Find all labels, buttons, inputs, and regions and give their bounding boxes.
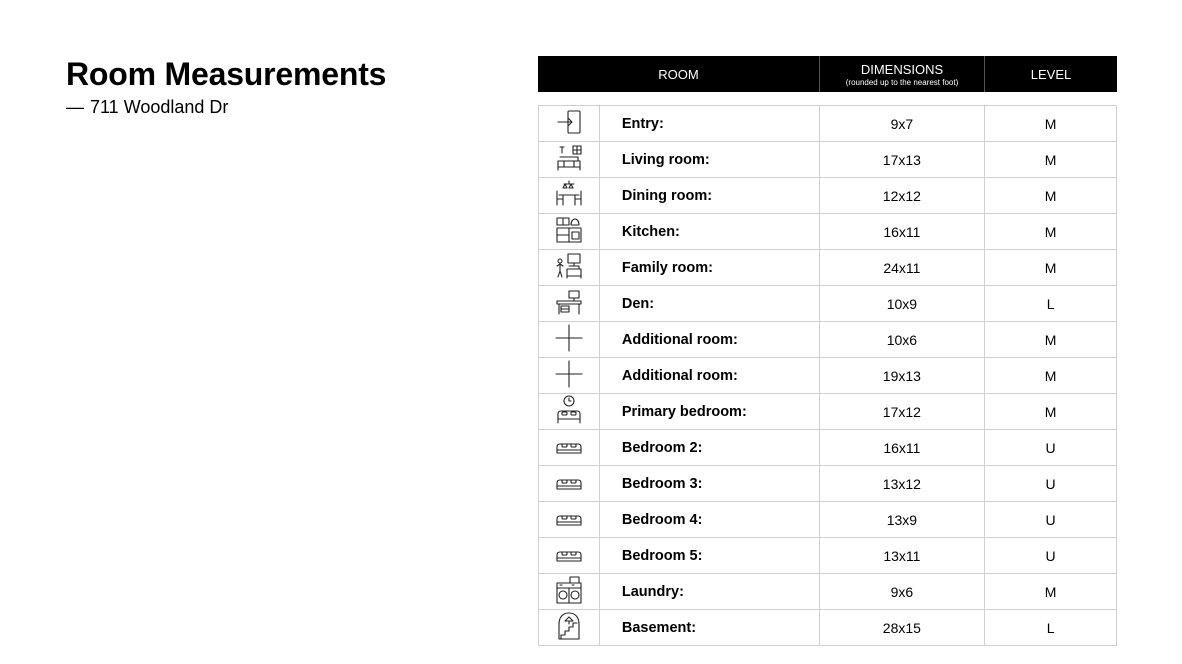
room-name-cell: Bedroom 2: xyxy=(600,430,820,465)
room-icon-cell xyxy=(539,178,600,213)
room-icon-cell xyxy=(539,286,600,321)
laundry-icon xyxy=(554,575,584,608)
column-header-dimensions-label: DIMENSIONS xyxy=(860,61,944,77)
room-dimensions-cell: 12x12 xyxy=(820,178,986,213)
plus-icon xyxy=(554,359,584,392)
room-icon-cell xyxy=(539,574,600,609)
room-dimensions-cell: 24x11 xyxy=(820,250,986,285)
column-header-dimensions xyxy=(820,56,985,92)
room-name-cell: Additional room: xyxy=(600,358,820,393)
basement-stairs-icon xyxy=(554,611,584,644)
column-header-room-label: ROOM xyxy=(658,66,699,82)
table-row xyxy=(539,250,1117,286)
room-level-cell: M xyxy=(985,106,1117,141)
room-dimensions-cell: 17x12 xyxy=(820,394,986,429)
column-header-room xyxy=(538,56,820,92)
address-text: 711 Woodland Dr xyxy=(90,97,229,117)
room-dimensions-cell: 10x9 xyxy=(820,286,986,321)
table-body xyxy=(538,105,1117,646)
room-name-cell: Additional room: xyxy=(600,322,820,357)
room-level-cell: U xyxy=(985,502,1117,537)
room-icon-cell xyxy=(539,394,600,429)
table-header xyxy=(538,56,1117,92)
room-level-cell: L xyxy=(985,286,1117,321)
room-dimensions-cell: 10x6 xyxy=(820,322,986,357)
room-dimensions-cell: 17x13 xyxy=(820,142,986,177)
room-level-cell: M xyxy=(985,358,1117,393)
room-name-cell: Family room: xyxy=(600,250,820,285)
bed-icon xyxy=(554,503,584,536)
room-name-cell: Living room: xyxy=(600,142,820,177)
table-row xyxy=(539,430,1117,466)
room-dimensions-cell: 9x6 xyxy=(820,574,986,609)
table-row xyxy=(539,214,1117,250)
room-level-cell: U xyxy=(985,466,1117,501)
table-row xyxy=(539,142,1117,178)
column-header-dimensions-note: (rounded up to the nearest foot) xyxy=(845,77,959,87)
room-measurements-table xyxy=(538,56,1117,646)
room-level-cell: U xyxy=(985,538,1117,573)
plus-icon xyxy=(554,323,584,356)
room-icon-cell xyxy=(539,106,600,141)
room-name-cell: Basement: xyxy=(600,610,820,645)
room-dimensions-cell: 9x7 xyxy=(820,106,986,141)
table-row xyxy=(539,574,1117,610)
room-icon-cell xyxy=(539,466,600,501)
column-header-level xyxy=(985,56,1117,92)
room-name-cell: Bedroom 3: xyxy=(600,466,820,501)
room-icon-cell xyxy=(539,610,600,645)
table-row xyxy=(539,286,1117,322)
table-row xyxy=(539,538,1117,574)
table-row xyxy=(539,466,1117,502)
room-level-cell: M xyxy=(985,142,1117,177)
table-row xyxy=(539,394,1117,430)
room-name-cell: Primary bedroom: xyxy=(600,394,820,429)
room-level-cell: L xyxy=(985,610,1117,645)
room-level-cell: M xyxy=(985,250,1117,285)
address-dash: — xyxy=(66,97,84,117)
room-level-cell: M xyxy=(985,574,1117,609)
title-block xyxy=(66,54,386,118)
room-icon-cell xyxy=(539,250,600,285)
room-icon-cell xyxy=(539,142,600,177)
room-icon-cell xyxy=(539,358,600,393)
room-dimensions-cell: 13x12 xyxy=(820,466,986,501)
room-level-cell: M xyxy=(985,178,1117,213)
table-row xyxy=(539,322,1117,358)
room-level-cell: M xyxy=(985,322,1117,357)
room-icon-cell xyxy=(539,214,600,249)
room-icon-cell xyxy=(539,502,600,537)
room-name-cell: Dining room: xyxy=(600,178,820,213)
room-name-cell: Laundry: xyxy=(600,574,820,609)
room-dimensions-cell: 13x9 xyxy=(820,502,986,537)
family-room-icon xyxy=(554,251,584,284)
table-row xyxy=(539,358,1117,394)
room-dimensions-cell: 16x11 xyxy=(820,214,986,249)
table-row xyxy=(539,106,1117,142)
room-name-cell: Bedroom 4: xyxy=(600,502,820,537)
room-name-cell: Bedroom 5: xyxy=(600,538,820,573)
table-row xyxy=(539,178,1117,214)
room-dimensions-cell: 19x13 xyxy=(820,358,986,393)
entry-door-icon xyxy=(554,107,584,140)
table-row xyxy=(539,610,1117,646)
room-name-cell: Entry: xyxy=(600,106,820,141)
room-dimensions-cell: 28x15 xyxy=(820,610,986,645)
bed-clock-icon xyxy=(554,395,584,428)
property-address xyxy=(66,96,386,118)
room-level-cell: M xyxy=(985,214,1117,249)
kitchen-icon xyxy=(554,215,584,248)
bed-icon xyxy=(554,539,584,572)
room-dimensions-cell: 13x11 xyxy=(820,538,986,573)
table-row xyxy=(539,502,1117,538)
room-icon-cell xyxy=(539,322,600,357)
room-name-cell: Den: xyxy=(600,286,820,321)
bed-icon xyxy=(554,431,584,464)
dining-room-icon xyxy=(554,179,584,212)
room-level-cell: M xyxy=(985,394,1117,429)
column-header-level-label: LEVEL xyxy=(1030,66,1072,82)
room-dimensions-cell: 16x11 xyxy=(820,430,986,465)
room-icon-cell xyxy=(539,430,600,465)
room-level-cell: U xyxy=(985,430,1117,465)
bed-icon xyxy=(554,467,584,500)
den-desk-icon xyxy=(554,287,584,320)
room-name-cell: Kitchen: xyxy=(600,214,820,249)
living-room-icon xyxy=(554,143,584,176)
page-title: Room Measurements xyxy=(66,56,387,92)
room-icon-cell xyxy=(539,538,600,573)
